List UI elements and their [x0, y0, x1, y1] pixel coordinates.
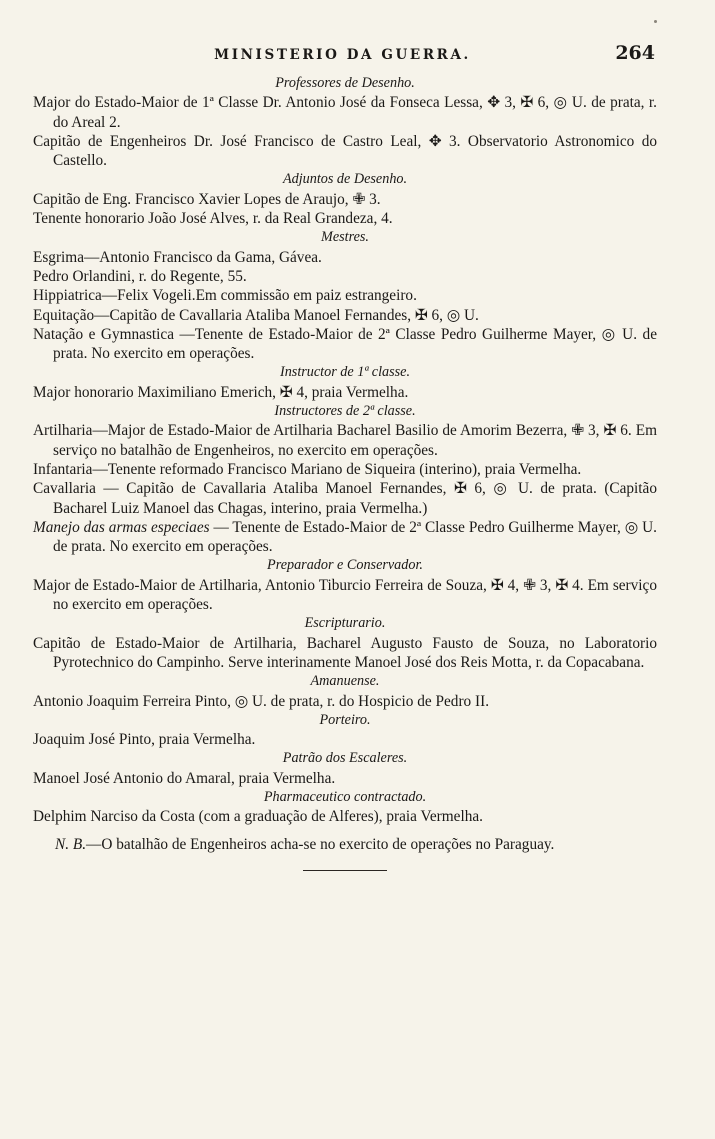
- entry-instructor: Infantaria—Tenente reformado Francisco Mariano de Siqueira (interino), praia Vermelha.: [33, 460, 582, 478]
- section-heading-mestres: Mestres.: [321, 229, 369, 246]
- entry-instructor: Cavallaria — Capitão de Cavallaria Ataliba Manoel Fernandes, ✠ 6, ◎ U. de prata. (Capitão Bacharel Luiz Manoel das Chagas, interino, praia Vermelha.): [33, 480, 657, 517]
- entry-mestre: Equitação—Capitão de Cavallaria Ataliba Manoel Fernandes, ✠ 6, ◎ U.: [33, 306, 479, 324]
- entry-patrao: Manoel José Antonio do Amaral, praia Vermelha.: [33, 769, 336, 787]
- entry-mestre: Pedro Orlandini, r. do Regente, 55.: [33, 267, 247, 285]
- entry-mestre: Esgrima—Antonio Francisco da Gama, Gávea.: [33, 248, 322, 266]
- entry-professor: Capitão de Engenheiros Dr. José Francisco de Castro Leal, ✥ 3. Observatorio Astronomico do Castello.: [33, 132, 657, 170]
- entry-amanuense: Antonio Joaquim Ferreira Pinto, ◎ U. de prata, r. do Hospicio de Pedro II.: [33, 692, 490, 710]
- section-heading-porteiro: Porteiro.: [319, 711, 371, 728]
- entry-lead-italic: Manejo das armas especiaes: [33, 518, 210, 536]
- section-heading-preparador: Preparador e Conservador.: [267, 557, 423, 574]
- footnote-label: N. B.: [55, 835, 87, 853]
- running-title: MINISTERIO DA GUERRA.: [214, 47, 471, 63]
- section-heading-pharmaceutico: Pharmaceutico contractado.: [263, 788, 427, 805]
- page-body: [33, 74, 657, 871]
- footnote-text: —O batalhão de Engenheiros acha-se no exercito de operações no Paraguay.: [86, 835, 555, 853]
- entry-pharmaceutico: Delphim Narciso da Costa (com a graduação de Alferes), praia Vermelha.: [33, 808, 483, 826]
- section-heading-instructores-2a: Instructores de 2ª classe.: [274, 403, 416, 420]
- page-number: 264: [615, 42, 655, 64]
- section-heading-instructor-1a: Instructor de 1ª classe.: [279, 364, 410, 381]
- section-heading-amanuense: Amanuense.: [310, 673, 380, 690]
- entry-rest: — Tenente de Estado-Maior de 2ª Classe Pedro Guilherme Mayer, ◎ U. de prata. No exercito em operações.: [53, 518, 657, 556]
- closing-rule: [303, 870, 387, 871]
- entry-mestre: Hippiatrica—Felix Vogeli.Em commissão em paiz estrangeiro.: [33, 287, 417, 305]
- entry-adjunto: Capitão de Eng. Francisco Xavier Lopes de Araujo, ✙ 3.: [33, 190, 381, 208]
- entry-instructor: [33, 518, 657, 557]
- footnote: [33, 835, 657, 854]
- entry-adjunto: Tenente honorario João José Alves, r. da Real Grandeza, 4.: [33, 210, 393, 228]
- entry-instructor: Artilharia—Major de Estado-Maior de Artilharia Bacharel Basilio de Amorim Bezerra, ✙ 3, ✠ 6. Em serviço no batalhão de Engenheiros, no exercito em operações.: [33, 422, 657, 459]
- section-heading-adjuntos: Adjuntos de Desenho.: [282, 171, 408, 188]
- entry-mestre: Natação e Gymnastica —Tenente de Estado-Maior de 2ª Classe Pedro Guilherme Mayer, ◎ U. de prata. No exercito em operações.: [33, 325, 657, 363]
- ink-speck: [654, 20, 657, 23]
- entry-professor: Major do Estado-Maior de 1ª Classe Dr. Antonio José da Fonseca Lessa, ✥ 3, ✠ 6, ◎ U. de prata, r. do Areal 2.: [33, 94, 657, 131]
- entry-escripturario: Capitão de Estado-Maior de Artilharia, Bacharel Augusto Fausto de Souza, no Laboratorio Pyrotechnico do Campinho. Serve interinamente Manoel José dos Reis Motta, r. da Copacabana.: [33, 634, 657, 671]
- page-header: [30, 44, 655, 70]
- section-heading-escripturario: Escripturario.: [304, 615, 386, 632]
- section-heading-patrao: Patrão dos Escaleres.: [282, 750, 408, 767]
- entry-preparador: Major de Estado-Maior de Artilharia, Antonio Tiburcio Ferreira de Souza, ✠ 4, ✙ 3, ✠ 4. Em serviço no exercito em operações.: [33, 576, 657, 614]
- entry-instructor: Major honorario Maximiliano Emerich, ✠ 4, praia Vermelha.: [33, 383, 409, 401]
- section-heading-professores: Professores de Desenho.: [275, 75, 415, 91]
- entry-porteiro: Joaquim José Pinto, praia Vermelha.: [33, 731, 256, 749]
